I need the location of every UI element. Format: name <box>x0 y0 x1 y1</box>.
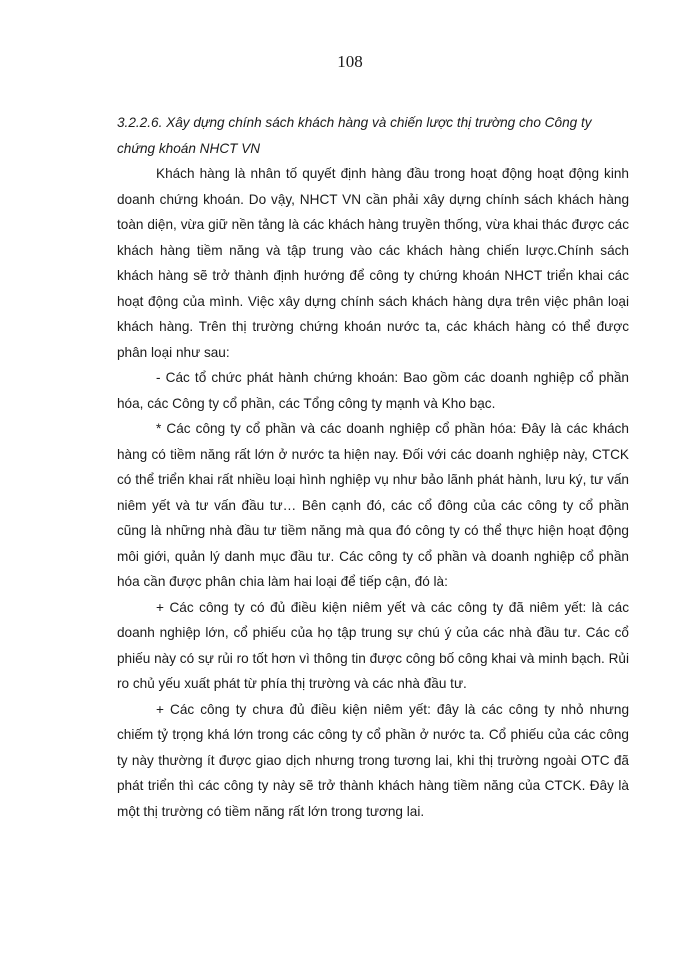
document-body <box>117 110 629 824</box>
paragraph-intro: Khách hàng là nhân tố quyết định hàng đầu trong hoạt động hoạt động kinh doanh chứng khoán. Do vậy, NHCT VN cần phải xây dựng chính sách khách hàng toàn diện, vừa giữ nền tảng là các khách hàng truyền thống, vừa khai thác được các khách hàng tiềm năng và tập trung vào các khách hàng chiến lược.Chính sách khách hàng sẽ trở thành định hướng để công ty chứng khoán NHCT triển khai các hoạt động của mình. Việc xây dựng chính sách khách hàng dựa trên việc phân loại khách hàng. Trên thị trường chứng khoán nước ta, các khách hàng có thể được phân loại như sau: <box>117 166 629 360</box>
section-heading: 3.2.2.6. Xây dựng chính sách khách hàng và chiến lược thị trường cho Công ty chứng khoán NHCT VN <box>117 115 592 156</box>
paragraph-unlisted-companies: + Các công ty chưa đủ điều kiện niêm yết: đây là các công ty nhỏ nhưng chiếm tỷ trọng khá lớn trong các công ty cổ phần ở nước ta. Cổ phiếu của các công ty này thường ít được giao dịch nhưng trong tương lai, khi thị trường ngoài OTC đã phát triển thì các công ty này sẽ trở thành khách hàng tiềm năng của CTCK. Đây là một thị trường có tiềm năng rất lớn trong tương lai. <box>117 701 629 819</box>
paragraph-issuers: - Các tổ chức phát hành chứng khoán: Bao gồm các doanh nghiệp cổ phần hóa, các Công ty cổ phần, các Tổng công ty mạnh và Kho bạc. <box>117 370 629 411</box>
paragraph-listed-companies: + Các công ty có đủ điều kiện niêm yết và các công ty đã niêm yết: là các doanh nghiệp lớn, cổ phiếu của họ tập trung sự chú ý của các nhà đầu tư. Các cổ phiếu này có sự rủi ro tốt hơn vì thông tin được công bố công khai và minh bạch. Rủi ro chủ yếu xuất phát từ phía thị trường và các nhà đầu tư. <box>117 599 629 691</box>
page-number: 108 <box>337 52 363 71</box>
paragraph-joint-stock-companies: * Các công ty cổ phần và các doanh nghiệp cổ phần hóa: Đây là các khách hàng có tiềm năng rất lớn ở nước ta hiện nay. Đối với các doanh nghiệp này, CTCK có thể triển khai rất nhiều loại hình nghiệp vụ như bảo lãnh phát hành, lưu ký, tư vấn niêm yết và tư vấn đầu tư… Bên cạnh đó, các cổ đông của các công ty cổ phần cũng là những nhà đầu tư tiềm năng mà qua đó công ty có thể thực hiện hoạt động môi giới, quản lý danh mục đầu tư. Các công ty cổ phần và doanh nghiệp cổ phần hóa cần được phân chia làm hai loại để tiếp cận, đó là: <box>117 421 629 589</box>
